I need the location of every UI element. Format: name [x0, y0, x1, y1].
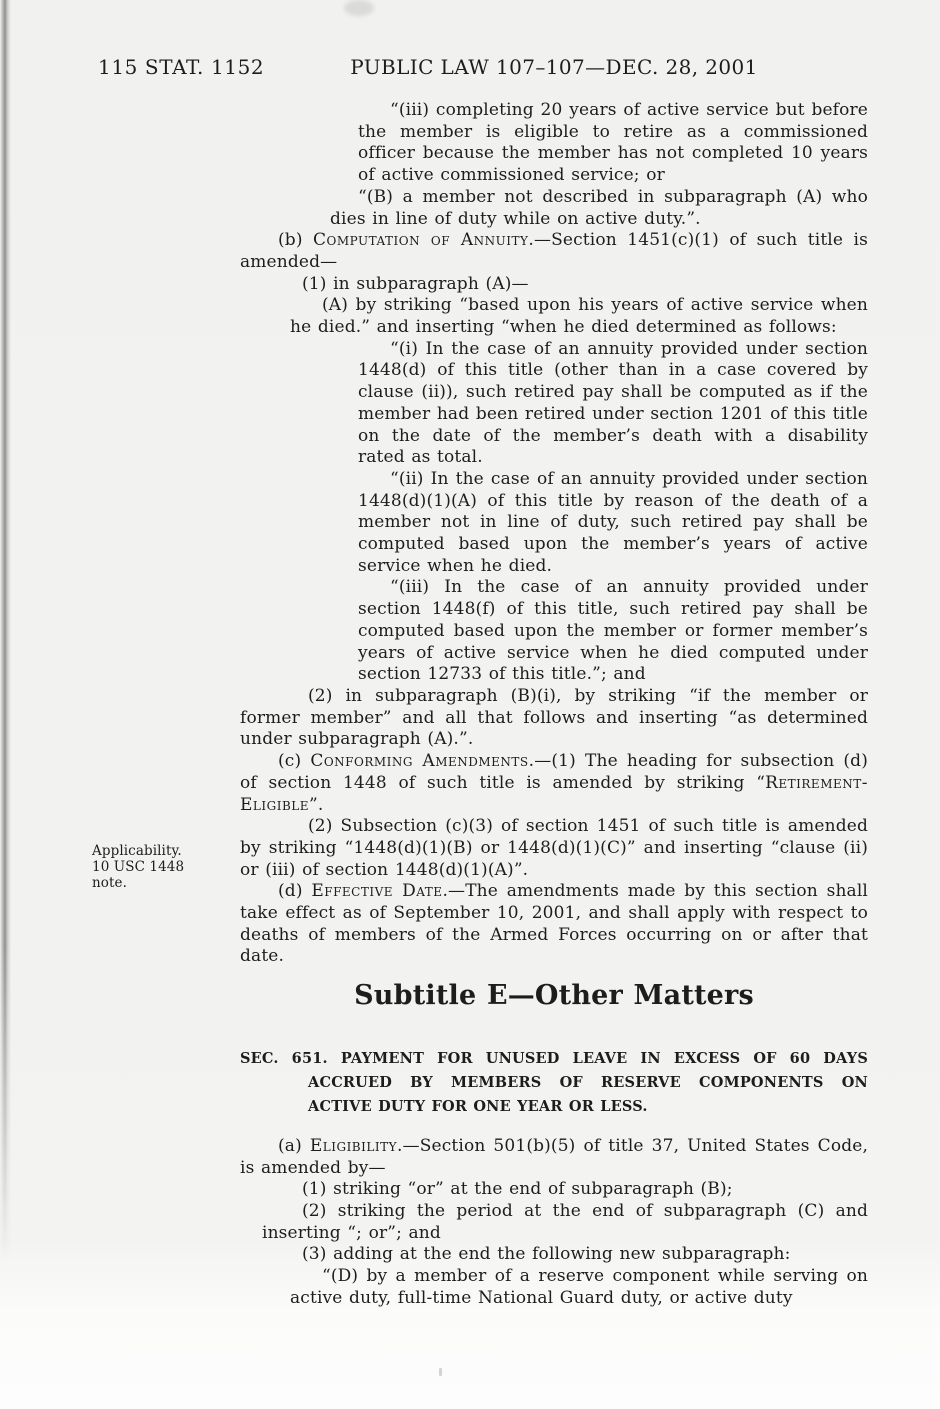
text-run: (d) — [278, 881, 312, 902]
subtitle-heading: Subtitle E—Other Matters — [354, 980, 754, 1012]
margin-note-line: note. — [92, 875, 128, 891]
statute-paragraph — [262, 1244, 868, 1266]
book-binding-edge — [0, 0, 11, 1260]
text-run: (1) in subparagraph (A)— — [302, 273, 529, 294]
text-run: .—Section 1451(c)(1) of such title is amended— — [240, 230, 869, 272]
text-run: .—(1) The heading for subsection (d) of section 1448 of such title is amended by striking “ — [240, 751, 868, 793]
statute-paragraph — [240, 1136, 868, 1179]
text-run: (2) in subparagraph (B)(i), by striking “if the member or former member” and all that follows and inserting “as determined under subparagraph (A).”. — [240, 685, 868, 750]
section-heading-line: ACCRUED BY MEMBERS OF RESERVE COMPONENTS ON — [308, 1073, 868, 1091]
statute-paragraph — [262, 1201, 868, 1244]
section-heading-line: SEC. 651. PAYMENT FOR UNUSED LEAVE IN EXCESS OF 60 DAYS — [240, 1049, 868, 1067]
text-run: .—Section 501(b)(5) of title 37, United States Code, is amended by— — [240, 1135, 868, 1178]
margin-note-line: 10 USC 1448 — [92, 859, 185, 875]
statute-paragraph — [358, 339, 868, 469]
small-caps-run: Conforming Amendments — [310, 751, 529, 772]
small-caps-run: Retirement-Eligible — [240, 772, 868, 815]
stat-page-citation: 115 STAT. 1152 — [98, 55, 265, 79]
text-run: (a) — [278, 1135, 310, 1156]
text-run: .—The amendments made by this section shall take effect as of September 10, 2001, and shall apply with respect to deaths of members of the Armed Forces occurring on or after that date. — [240, 881, 869, 967]
statute-paragraph — [262, 1179, 868, 1201]
statute-paragraph — [240, 881, 868, 968]
text-run: “(iii) In the case of an annuity provided under section 1448(f) of this title, such retired pay shall be computed based upon the member or former member’s years of active service when he died computed under section 12733 of this title.”; and — [358, 577, 868, 685]
statute-paragraph — [330, 187, 868, 230]
text-run: “(i) In the case of an annuity provided under section 1448(d) of this title (other than in a case covered by clause (ii)), such retired pay shall be computed as if the member had been retired under section 1201 of this title on the date of the member’s death with a disability rated as total. — [358, 338, 868, 468]
statute-paragraph — [358, 100, 868, 187]
small-caps-run: Computation of Annuity — [313, 230, 529, 251]
text-run: “(B) a member not described in subparagraph (A) who dies in line of duty while on active duty.”. — [330, 186, 868, 229]
statute-paragraph — [290, 1266, 868, 1309]
section-651-heading — [240, 1047, 868, 1119]
running-head-law-title: PUBLIC LAW 107–107—DEC. 28, 2001 — [350, 55, 758, 79]
statute-text-column — [240, 100, 868, 1309]
statute-paragraph — [262, 274, 868, 296]
scan-smudge — [344, 0, 374, 16]
text-run: “(D) by a member of a reserve component while serving on active duty, full-time National Guard duty, or active duty — [290, 1266, 868, 1308]
text-run: (2) striking the period at the end of subparagraph (C) and inserting “; or”; and — [262, 1200, 868, 1243]
margin-note-line: Applicability. — [92, 843, 182, 859]
statute-paragraph — [240, 686, 868, 751]
text-run: (1) striking “or” at the end of subparagraph (B); — [302, 1179, 733, 1200]
text-run: (b) — [278, 230, 314, 251]
text-run: (3) adding at the end the following new subparagraph: — [302, 1244, 791, 1265]
statute-paragraph — [358, 469, 868, 578]
body-top-paragraphs — [240, 100, 868, 968]
text-run: “(ii) In the case of an annuity provided under section 1448(d)(1)(A) of this title by reason of the death of a member not in line of duty, such retired pay shall be computed based upon the member’s years of active service when he died. — [358, 468, 868, 576]
statute-paragraph — [240, 816, 868, 881]
statute-paragraph — [240, 751, 868, 816]
text-run: (A) by striking “based upon his years of active service when he died.” and inserting “when he died determined as follows: — [290, 295, 868, 338]
statute-paragraph — [290, 295, 868, 338]
scan-speck — [439, 1368, 442, 1376]
text-run: ”. — [309, 794, 324, 815]
small-caps-run: Eligibility — [309, 1135, 397, 1156]
statute-paragraph — [240, 230, 868, 273]
body-bottom-paragraphs — [240, 1136, 868, 1310]
text-run: (c) — [278, 751, 311, 772]
text-run: “(iii) completing 20 years of active service but before the member is eligible to retire as a commissioned officer because the member has not completed 10 years of active commissioned service; or — [358, 100, 868, 186]
margin-note-applicability — [92, 843, 232, 891]
statute-paragraph — [358, 577, 868, 686]
text-run: (2) Subsection (c)(3) of section 1451 of such title is amended by striking “1448(d)(1)(B) or 1448(d)(1)(C)” and inserting “clause (ii) or (iii) of section 1448(d)(1)(A)”. — [240, 816, 868, 880]
small-caps-run: Effective Date — [311, 881, 443, 902]
section-heading-line: ACTIVE DUTY FOR ONE YEAR OR LESS. — [308, 1097, 648, 1115]
